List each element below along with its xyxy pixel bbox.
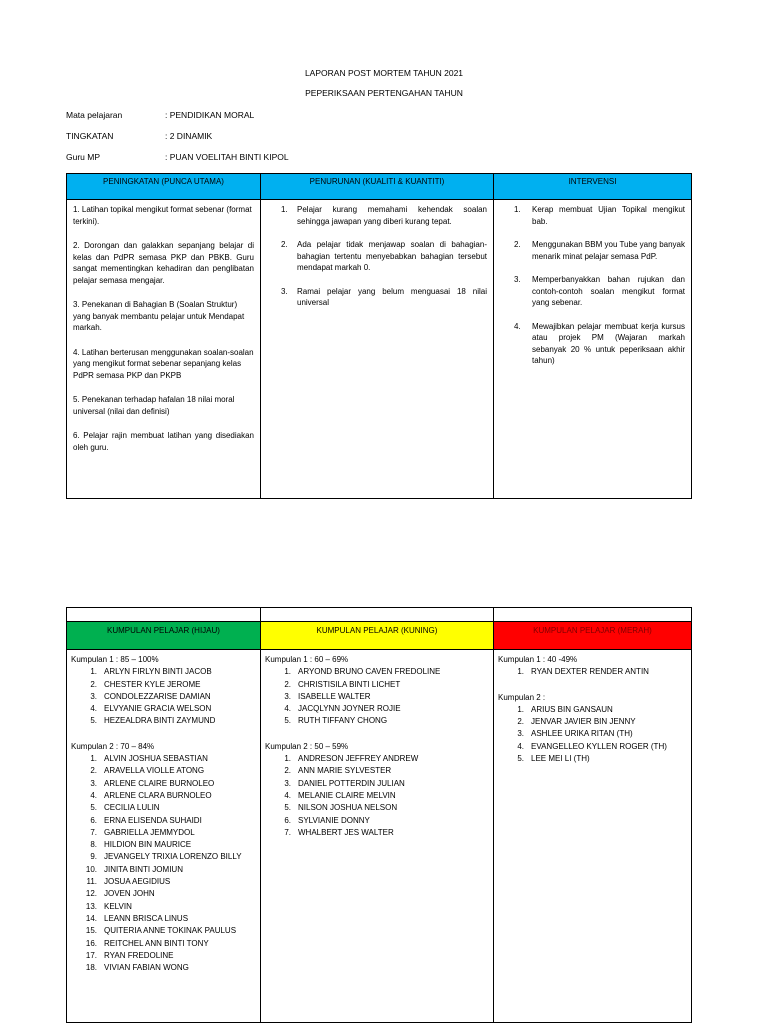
student-name: NILSON JOSHUA NELSON: [298, 803, 398, 813]
student-name: RYAN DEXTER RENDER ANTIN: [531, 667, 649, 677]
list-number: 5.: [517, 754, 524, 764]
student-item: [71, 802, 260, 814]
list-text: Menggunakan BBM you Tube yang banyak menarik minat pelajar semasa PdP.: [532, 240, 685, 261]
list-number: 8.: [90, 840, 97, 850]
student-item: [265, 715, 493, 727]
student-name: GABRIELLA JEMMYDOL: [104, 827, 195, 837]
info-label: TINGKATAN: [66, 131, 114, 141]
student-name: ARYOND BRUNO CAVEN FREDOLINE: [298, 667, 441, 677]
student-name: JEVANGELY TRIXIA LORENZO BILLY: [104, 852, 242, 862]
merah-cell: [494, 650, 692, 1023]
list-number: 3.: [284, 691, 291, 701]
groups-header-row: [67, 622, 692, 650]
student-name: MELANIE CLAIRE MELVIN: [298, 790, 396, 800]
peningkatan-item: 6. Pelajar rajin membuat latihan yang disediakan oleh guru.: [73, 431, 254, 452]
student-name: HEZEALDRA BINTI ZAYMUND: [104, 716, 216, 726]
student-name: JINITA BINTI JOMIUN: [104, 864, 183, 874]
penurunan-cell: [261, 200, 494, 499]
list-number: 1.: [284, 667, 291, 677]
student-item: [71, 839, 260, 851]
list-number: 12.: [85, 889, 97, 899]
student-name: CHESTER KYLE JEROME: [104, 679, 201, 689]
group-label: Kumpulan 1 : 60 – 69%: [265, 655, 349, 664]
student-item: [498, 716, 691, 728]
list-number: 10.: [85, 864, 97, 874]
student-name: SYLVIANIE DONNY: [298, 815, 370, 825]
student-item: [265, 778, 493, 790]
header-kuning: KUMPULAN PELAJAR (KUNING): [261, 622, 494, 650]
list-number: 4.: [90, 790, 97, 800]
student-name: JACQLYNN JOYNER ROJIE: [298, 704, 401, 714]
group-spacer: [71, 728, 260, 741]
list-number: 13.: [85, 901, 97, 911]
list-number: 3.: [514, 275, 521, 284]
student-item: [71, 790, 260, 802]
student-name: JOSUA AEGIDIUS: [104, 877, 171, 887]
student-item: [71, 815, 260, 827]
peningkatan-item: 4. Latihan berterusan menggunakan soalan-soalan yang mengikut format sebenar sepanjang kelas PdPR semasa PKP dan PKPB: [73, 347, 254, 380]
list-item: [261, 286, 487, 309]
student-list: [265, 753, 493, 839]
student-name: CHRISTISILA BINTI LICHET: [298, 679, 401, 689]
student-item: [71, 851, 260, 863]
intervensi-cell: [494, 200, 692, 499]
list-number: 4.: [517, 741, 524, 751]
student-name: ARLENE CLAIRE BURNOLEO: [104, 778, 215, 788]
student-item: [71, 950, 260, 962]
student-item: [265, 679, 493, 691]
student-item: [71, 778, 260, 790]
student-name: DANIEL POTTERDIN JULIAN: [298, 778, 405, 788]
student-item: [71, 864, 260, 876]
student-name: ERNA ELISENDA SUHAIDI: [104, 815, 202, 825]
student-name: JOVEN JOHN: [104, 889, 155, 899]
info-label: Guru MP: [66, 152, 101, 162]
list-number: 4.: [284, 790, 291, 800]
list-text: Pelajar kurang memahami kehendak soalan sehingga jawapan yang diberi kurang tepat.: [297, 205, 487, 226]
list-text: Kerap membuat Ujian Topikal mengikut bab.: [532, 205, 685, 226]
student-name: REITCHEL ANN BINTI TONY: [104, 938, 209, 948]
list-number: 5.: [90, 716, 97, 726]
student-name: EVANGELLEO KYLLEN ROGER (TH): [531, 741, 667, 751]
list-item: [494, 239, 685, 262]
report-subtitle: PEPERIKSAAN PERTENGAHAN TAHUN: [305, 88, 463, 98]
student-item: [71, 962, 260, 974]
student-groups-table: [66, 607, 692, 1023]
student-item: [71, 938, 260, 950]
info-label: Mata pelajaran: [66, 110, 123, 120]
list-number: 1.: [514, 205, 521, 214]
student-item: [265, 691, 493, 703]
student-name: ARLENE CLARA BURNOLEO: [104, 790, 212, 800]
list-number: 1.: [90, 754, 97, 764]
student-name: LEE MEI LI (TH): [531, 754, 590, 764]
student-list: [265, 666, 493, 727]
list-number: 3.: [517, 729, 524, 739]
student-item: [265, 790, 493, 802]
peningkatan-item: 3. Penekanan di Bahagian B (Soalan Struktur) yang banyak membantu pelajar untuk Mendapat markah.: [73, 300, 245, 332]
student-item: [265, 703, 493, 715]
list-number: 2.: [90, 679, 97, 689]
student-name: RYAN FREDOLINE: [104, 950, 174, 960]
report-heading: [0, 66, 768, 106]
list-number: 5.: [90, 803, 97, 813]
list-number: 1.: [90, 667, 97, 677]
list-number: 3.: [90, 778, 97, 788]
header-penurunan: PENURUNAN (KUALITI & KUANTITI): [261, 174, 494, 200]
list-item: [494, 274, 685, 309]
list-item: [494, 204, 685, 227]
student-item: [71, 753, 260, 765]
group-spacer: [265, 728, 493, 741]
student-name: ASHLEE URIKA RITAN (TH): [531, 729, 633, 739]
kuning-cell: [261, 650, 494, 1023]
student-item: [265, 666, 493, 678]
list-number: 1.: [517, 704, 524, 714]
peningkatan-item: 2. Dorongan dan galakkan sepanjang belajar di kelas dan PdPR semasa PKP dan PBKB. Guru sangat mementingkan kehadiran dan penglibatan pelajar semasa mengajar.: [73, 241, 254, 285]
student-item: [71, 715, 260, 727]
student-item: [498, 753, 691, 765]
list-number: 9.: [90, 852, 97, 862]
student-item: [71, 888, 260, 900]
student-name: ISABELLE WALTER: [298, 691, 371, 701]
list-item: [494, 321, 685, 367]
list-number: 1.: [517, 667, 524, 677]
student-name: RUTH TIFFANY CHONG: [298, 716, 388, 726]
student-name: QUITERIA ANNE TOKINAK PAULUS: [104, 926, 237, 936]
student-name: ANN MARIE SYLVESTER: [298, 766, 392, 776]
student-item: [498, 741, 691, 753]
peningkatan-item: 1. Latihan topikal mengikut format sebenar (format terkini).: [73, 205, 252, 226]
analysis-table: [66, 173, 692, 499]
list-number: 4.: [90, 704, 97, 714]
student-item: [71, 679, 260, 691]
list-number: 2.: [514, 240, 521, 249]
student-name: LEANN BRISCA LINUS: [104, 913, 189, 923]
student-name: JENVAR JAVIER BIN JENNY: [531, 717, 636, 727]
list-number: 3.: [281, 286, 288, 296]
student-name: ARAVELLA VIOLLE ATONG: [104, 766, 205, 776]
header-peningkatan: PENINGKATAN (PUNCA UTAMA): [67, 174, 261, 200]
student-item: [498, 704, 691, 716]
info-value: : PENDIDIKAN MORAL: [165, 110, 255, 120]
groups-spacer-row: [67, 608, 692, 622]
student-item: [265, 827, 493, 839]
header-intervensi: INTERVENSI: [494, 174, 692, 200]
student-item: [265, 802, 493, 814]
student-name: CONDOLEZZARISE DAMIAN: [104, 691, 211, 701]
student-name: ANDRESON JEFFREY ANDREW: [298, 754, 419, 764]
intervensi-list: [494, 204, 685, 367]
list-number: 2.: [284, 679, 291, 689]
student-name: ALVIN JOSHUA SEBASTIAN: [104, 754, 208, 764]
student-name: CECILIA LULIN: [104, 803, 160, 813]
analysis-header-row: [67, 174, 692, 200]
list-number: 2.: [90, 766, 97, 776]
list-text: Ramai pelajar yang belum menguasai 18 nilai universal: [297, 286, 487, 307]
student-name: VIVIAN FABIAN WONG: [104, 963, 189, 973]
list-number: 4.: [514, 321, 521, 331]
penurunan-list: [261, 204, 487, 309]
student-name: KELVIN: [104, 901, 132, 911]
report-title: LAPORAN POST MORTEM TAHUN 2021: [304, 68, 464, 78]
list-number: 16.: [85, 938, 97, 948]
student-item: [498, 728, 691, 740]
peningkatan-cell: [67, 200, 261, 499]
list-number: 14.: [85, 913, 97, 923]
list-item: [261, 239, 487, 274]
list-number: 1.: [284, 754, 291, 764]
group-label: Kumpulan 2 : 50 – 59%: [265, 741, 349, 751]
student-name: ARIUS BIN GANSAUN: [531, 704, 613, 714]
list-number: 5.: [284, 803, 291, 813]
student-list: [498, 666, 691, 678]
group-label: Kumpulan 1 : 85 – 100%: [71, 655, 159, 664]
student-list: [71, 666, 260, 727]
list-number: 6.: [90, 815, 97, 825]
student-item: [71, 901, 260, 913]
student-item: [265, 753, 493, 765]
list-number: 7.: [284, 827, 291, 837]
analysis-body-row: [67, 200, 692, 499]
student-item: [498, 666, 691, 678]
hijau-cell: [67, 650, 261, 1023]
student-item: [71, 913, 260, 925]
student-item: [71, 666, 260, 678]
student-item: [71, 925, 260, 937]
groups-body-row: [67, 650, 692, 1023]
student-name: ELVYANIE GRACIA WELSON: [104, 704, 212, 714]
group-spacer: [498, 679, 691, 692]
student-list: [498, 704, 691, 765]
list-text: Ada pelajar tidak menjawap soalan di bahagian-bahagian tertentu menyebabkan bahagian tersebut mendapat markah 0.: [297, 240, 487, 272]
student-item: [71, 691, 260, 703]
group-label: Kumpulan 1 : 40 -49%: [498, 655, 578, 664]
list-number: 6.: [284, 815, 291, 825]
list-number: 2.: [281, 240, 288, 249]
student-item: [71, 827, 260, 839]
student-item: [71, 765, 260, 777]
list-number: 3.: [90, 691, 97, 701]
student-item: [71, 876, 260, 888]
list-item: [261, 204, 487, 227]
student-name: HILDION BIN MAURICE: [104, 840, 192, 850]
student-item: [265, 765, 493, 777]
list-number: 2.: [284, 766, 291, 776]
list-number: 18.: [85, 963, 97, 973]
list-number: 4.: [284, 704, 291, 714]
info-value: : PUAN VOELITAH BINTI KIPOL: [165, 152, 289, 162]
header-merah: KUMPULAN PELAJAR (MERAH): [494, 622, 692, 650]
group-label: Kumpulan 2 :: [498, 692, 546, 702]
list-number: 1.: [281, 205, 288, 214]
group-label: Kumpulan 2 : 70 – 84%: [71, 741, 155, 751]
student-item: [71, 703, 260, 715]
list-number: 11.: [86, 877, 97, 887]
list-number: 7.: [90, 827, 97, 837]
student-item: [265, 815, 493, 827]
student-list: [71, 753, 260, 974]
list-number: 5.: [284, 716, 291, 726]
list-number: 15.: [85, 926, 97, 936]
student-name: WHALBERT JES WALTER: [298, 827, 394, 837]
student-name: ARLYN FIRLYN BINTI JACOB: [104, 667, 212, 677]
list-number: 3.: [284, 778, 291, 788]
info-value: : 2 DINAMIK: [165, 131, 213, 141]
header-hijau: KUMPULAN PELAJAR (HIJAU): [67, 622, 261, 650]
list-text: Mewajibkan pelajar membuat kerja kursus atau projek PM (Wajaran markah sebanyak 20 % untuk peperiksaan akhir tahun): [532, 321, 685, 365]
list-number: 17.: [85, 950, 97, 960]
peningkatan-item: 5. Penekanan terhadap hafalan 18 nilai moral universal (nilai dan definisi): [73, 395, 235, 416]
list-text: Memperbanyakkan bahan rujukan dan contoh-contoh soalan mengikut format yang sebenar.: [532, 275, 685, 307]
list-number: 2.: [517, 717, 524, 727]
